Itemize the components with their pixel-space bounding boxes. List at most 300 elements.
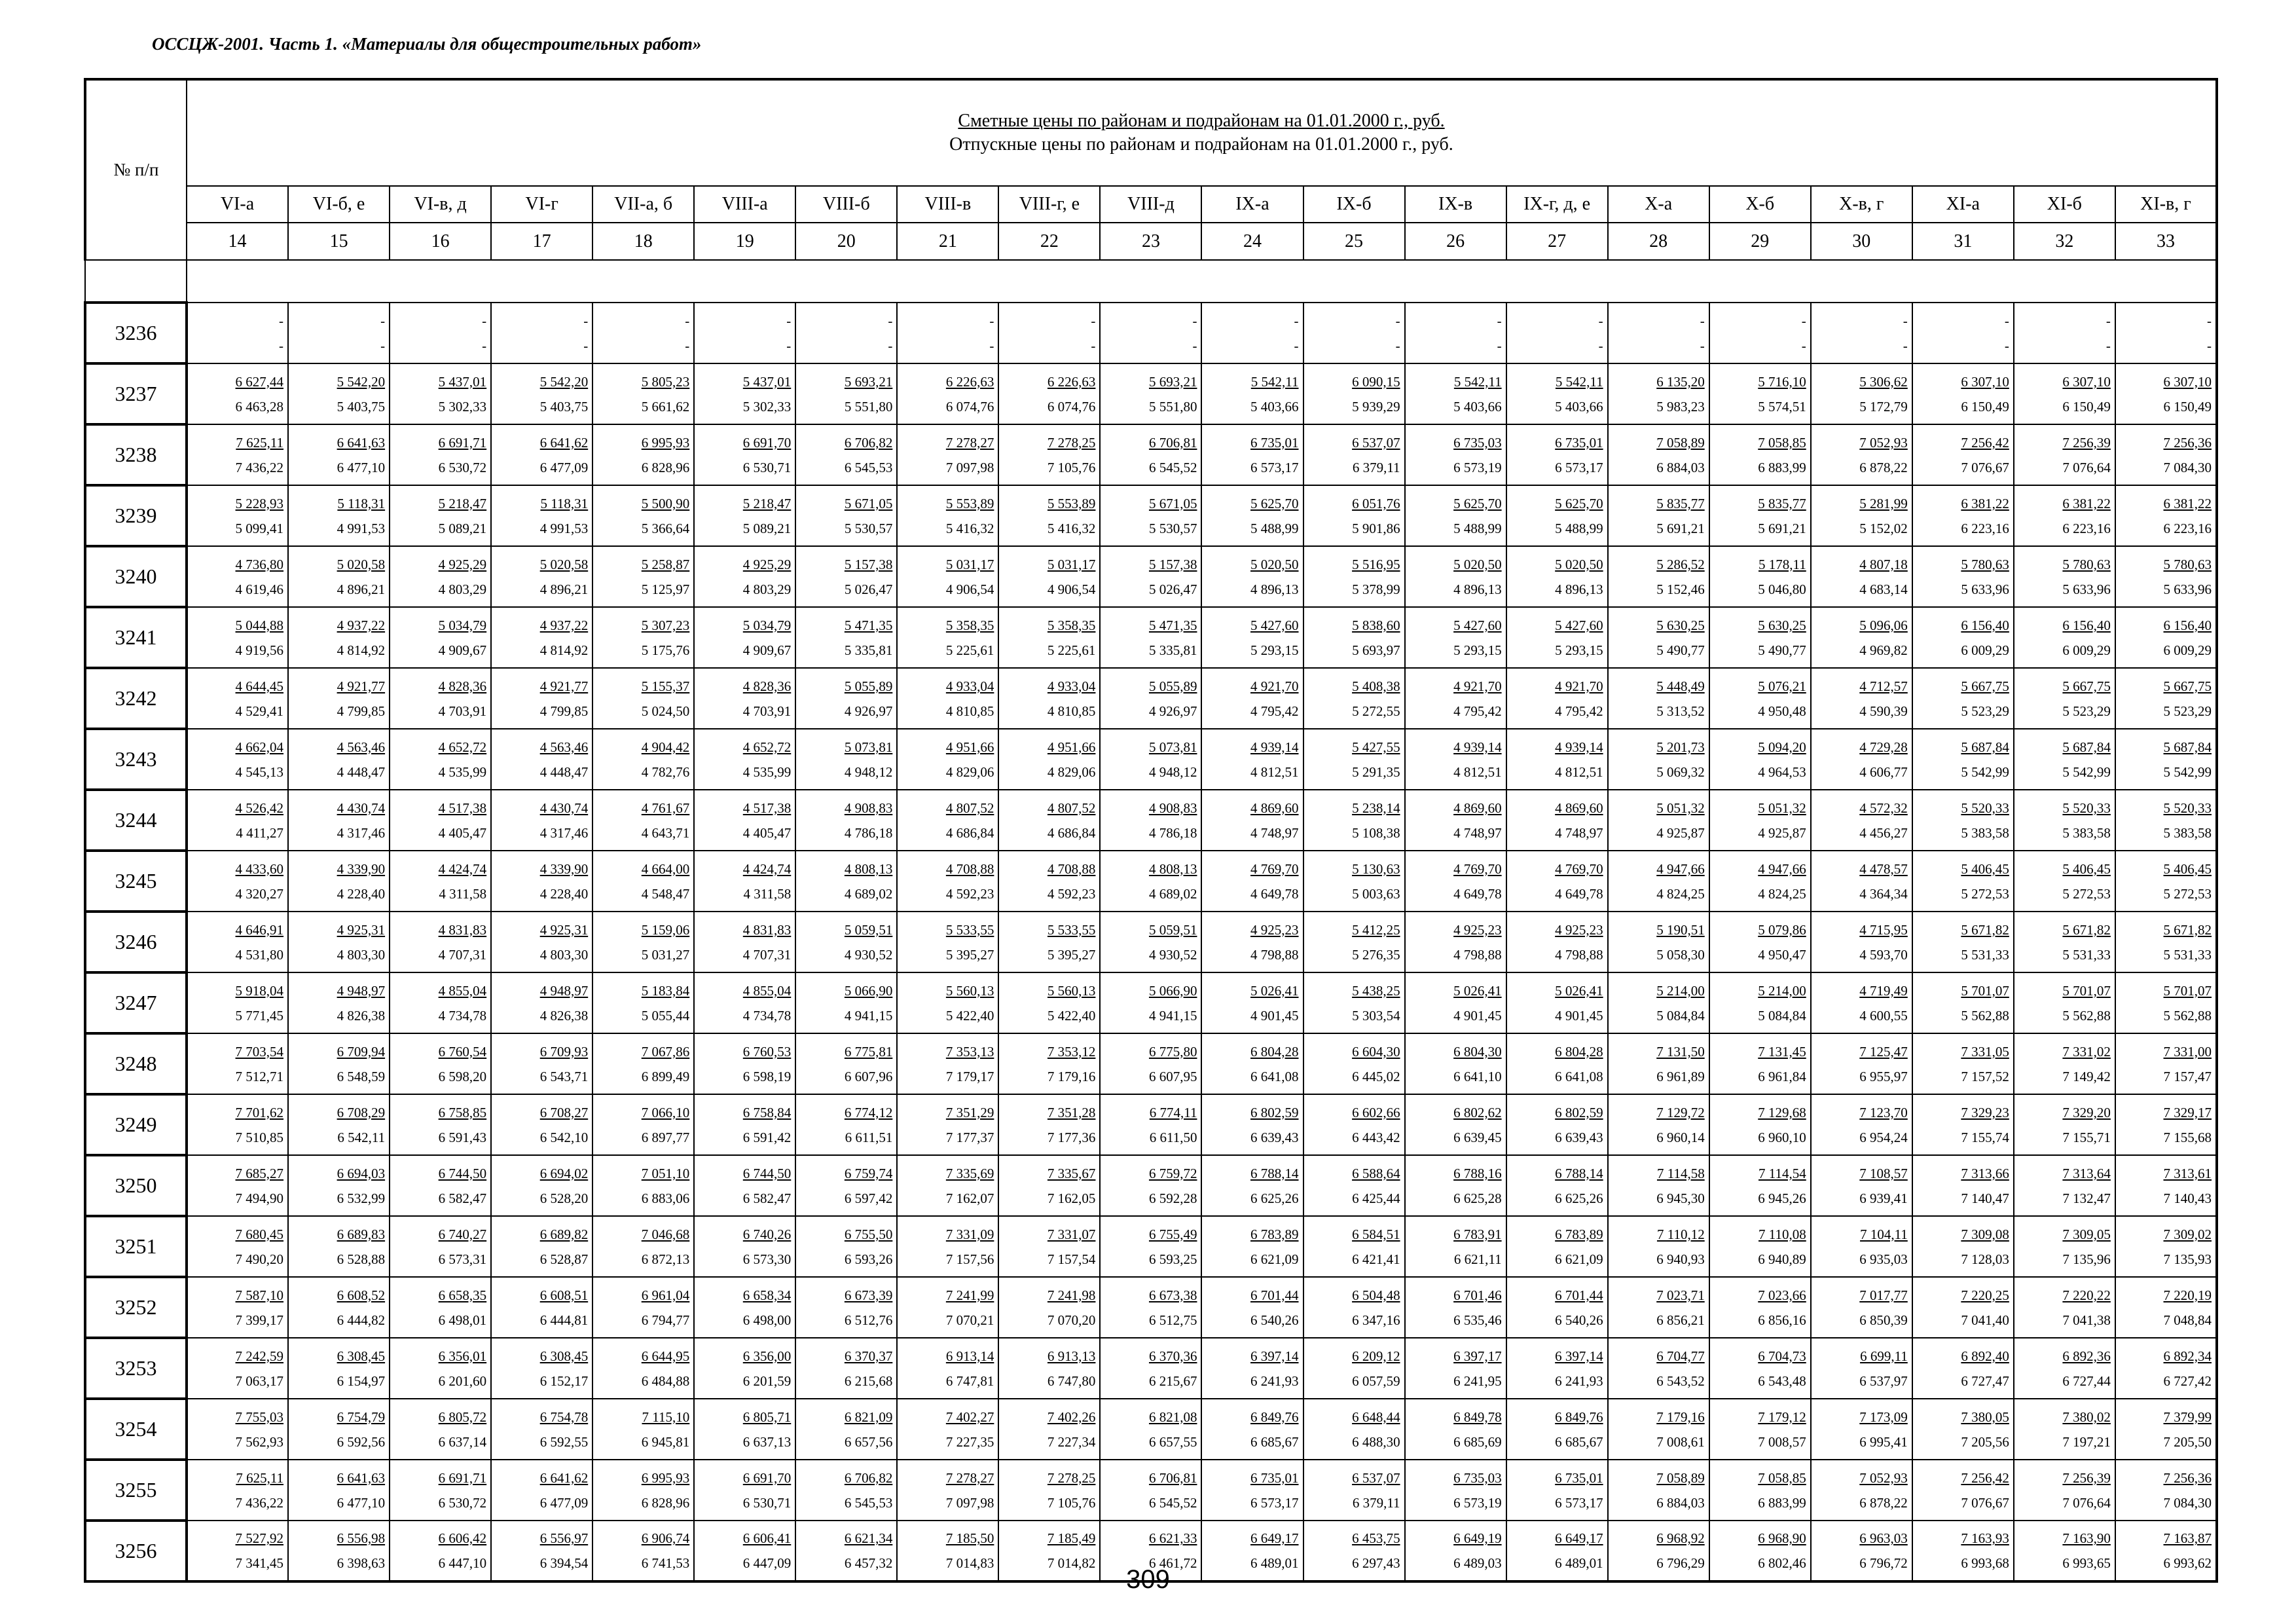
price-cell (491, 851, 592, 912)
selling-price: 6 955,97 (1859, 1068, 1908, 1084)
price-cell (1506, 912, 1608, 972)
price-cell (694, 790, 795, 851)
selling-price: 6 150,49 (2062, 398, 2111, 415)
price-cell (592, 1277, 694, 1338)
price-cell (592, 912, 694, 972)
estimated-price: 7 185,49 (1047, 1530, 1096, 1546)
estimated-price: 6 740,27 (438, 1226, 487, 1242)
estimated-price: 5 238,14 (1352, 800, 1400, 816)
estimated-price: 5 918,04 (235, 982, 284, 999)
estimated-price: 6 156,40 (2163, 617, 2212, 633)
price-cell (1912, 485, 2014, 546)
column-number: 20 (795, 223, 897, 260)
selling-price: 5 302,33 (742, 398, 792, 415)
selling-price: 6 621,09 (1555, 1251, 1603, 1267)
selling-price: 6 573,17 (1555, 1494, 1603, 1511)
selling-price: 6 637,14 (438, 1433, 487, 1450)
price-cell (491, 668, 592, 729)
price-cell (1405, 851, 1506, 912)
price-cell (1405, 1460, 1506, 1521)
region-header: IX-в (1405, 186, 1506, 223)
estimated-price: 7 625,11 (236, 1469, 284, 1486)
selling-price: 6 872,13 (641, 1251, 690, 1267)
selling-price: 6 685,67 (1250, 1433, 1299, 1450)
price-cell (390, 790, 491, 851)
estimated-price: 5 687,84 (2062, 739, 2111, 755)
selling-price: 4 948,12 (1148, 764, 1197, 780)
price-cell (795, 1399, 897, 1460)
row-number: 3239 (85, 485, 187, 546)
selling-price: 6 945,30 (1656, 1190, 1705, 1206)
selling-price: 7 070,20 (1047, 1312, 1096, 1328)
price-cell (694, 1216, 795, 1277)
price-cell (288, 1155, 390, 1216)
estimated-price: 6 706,81 (1148, 434, 1197, 451)
estimated-price: 6 370,36 (1148, 1348, 1197, 1364)
price-cell (795, 485, 897, 546)
price-cell (390, 1155, 491, 1216)
estimated-price: 5 533,55 (1047, 921, 1096, 938)
price-cell (1608, 1338, 1709, 1399)
price-cell (1303, 1155, 1405, 1216)
price-cell (187, 912, 288, 972)
price-cell (1405, 1033, 1506, 1094)
selling-price: 5 335,81 (844, 642, 893, 658)
estimated-price: 5 218,47 (438, 495, 487, 511)
column-number: 30 (1811, 223, 1912, 260)
selling-price: 7 436,22 (235, 1494, 284, 1511)
price-cell (795, 1216, 897, 1277)
estimated-price: 7 114,54 (1758, 1165, 1806, 1181)
price-cell (1912, 1277, 2014, 1338)
price-cell (998, 668, 1100, 729)
price-cell (288, 1033, 390, 1094)
estimated-price: 6 849,76 (1250, 1409, 1299, 1425)
estimated-price: 5 701,07 (1961, 982, 2009, 999)
estimated-price: 6 627,44 (235, 373, 284, 390)
selling-price: 7 177,36 (1047, 1129, 1096, 1145)
price-cell (795, 1277, 897, 1338)
selling-price: 5 302,33 (438, 398, 487, 415)
price-cell (1709, 485, 1811, 546)
price-cell (390, 607, 491, 668)
price-cell (1100, 485, 1201, 546)
column-number: 19 (694, 223, 795, 260)
selling-price: 4 906,54 (945, 581, 994, 597)
selling-price: 5 084,84 (1758, 1007, 1806, 1024)
selling-price: 6 727,47 (1961, 1373, 2009, 1389)
price-cell (1506, 1216, 1608, 1277)
price-cell (390, 1399, 491, 1460)
price-cell (1912, 546, 2014, 607)
selling-price: 6 592,56 (337, 1433, 386, 1450)
selling-price: 5 031,27 (641, 946, 690, 963)
price-cell (1608, 972, 1709, 1033)
column-number: 14 (187, 223, 288, 260)
selling-price: 4 901,45 (1250, 1007, 1299, 1024)
price-cell (2014, 607, 2115, 668)
price-cell (491, 1460, 592, 1521)
estimated-price: 5 427,60 (1453, 617, 1502, 633)
estimated-price: 7 353,12 (1047, 1043, 1096, 1060)
price-cell (187, 1033, 288, 1094)
selling-price: 6 593,26 (844, 1251, 893, 1267)
selling-price: 4 829,06 (1047, 764, 1096, 780)
estimated-price: 6 759,74 (844, 1165, 893, 1181)
selling-price: - (685, 337, 690, 354)
estimated-price: 5 073,81 (1148, 739, 1197, 755)
price-cell (592, 1033, 694, 1094)
estimated-price: 5 051,32 (1758, 800, 1806, 816)
selling-price: 7 076,64 (2062, 459, 2111, 475)
price-cell (897, 729, 998, 790)
estimated-price: 4 855,04 (438, 982, 487, 999)
price-cell (795, 912, 897, 972)
selling-price: 6 802,46 (1758, 1555, 1806, 1571)
column-number-row (85, 223, 2217, 260)
price-cell (1608, 668, 1709, 729)
selling-price: 5 383,58 (2062, 824, 2111, 841)
price-cell (1709, 546, 1811, 607)
selling-price: 5 901,86 (1352, 520, 1400, 536)
estimated-price: 4 925,23 (1250, 921, 1299, 938)
estimated-price: 4 939,14 (1250, 739, 1299, 755)
price-cell (998, 972, 1100, 1033)
price-cell (795, 607, 897, 668)
estimated-price: 4 517,38 (438, 800, 487, 816)
selling-price: 6 009,29 (2163, 642, 2212, 658)
selling-price: 4 798,88 (1250, 946, 1299, 963)
price-cell (2014, 1277, 2115, 1338)
price-cell (998, 851, 1100, 912)
selling-price: 4 824,25 (1758, 885, 1806, 902)
blank-row (85, 260, 2217, 303)
price-cell (187, 1460, 288, 1521)
selling-price: 4 531,80 (235, 946, 284, 963)
estimated-price: 7 241,98 (1047, 1287, 1096, 1303)
selling-price: 5 089,21 (742, 520, 792, 536)
price-cell (1709, 1155, 1811, 1216)
estimated-price: 7 380,05 (1961, 1409, 2009, 1425)
region-header: IX-г, д, е (1506, 186, 1608, 223)
selling-price: 5 542,99 (1961, 764, 2009, 780)
price-cell (288, 729, 390, 790)
estimated-price: 5 560,13 (1047, 982, 1096, 999)
selling-price: 4 814,92 (337, 642, 386, 658)
selling-price: 6 545,52 (1148, 459, 1197, 475)
estimated-price: 7 680,45 (235, 1226, 284, 1242)
estimated-price: 6 370,37 (844, 1348, 893, 1364)
selling-price: 4 535,99 (742, 764, 792, 780)
selling-price: 6 939,41 (1859, 1190, 1908, 1206)
selling-price: 6 530,71 (742, 459, 792, 475)
table-row (85, 485, 2217, 546)
price-cell (2014, 972, 2115, 1033)
estimated-price: 4 769,70 (1453, 860, 1502, 877)
price-cell (694, 1399, 795, 1460)
estimated-price: 7 313,61 (2163, 1165, 2212, 1181)
selling-price: 6 582,47 (438, 1190, 487, 1206)
selling-price: 4 803,30 (337, 946, 386, 963)
selling-price: 4 734,78 (438, 1007, 487, 1024)
price-cell (998, 485, 1100, 546)
estimated-price: 6 356,01 (438, 1348, 487, 1364)
price-table-body (85, 79, 2217, 1581)
price-cell (795, 1460, 897, 1521)
price-cell (1912, 303, 2014, 363)
selling-price: 6 639,43 (1555, 1129, 1603, 1145)
price-cell (998, 1460, 1100, 1521)
price-cell (2115, 485, 2217, 546)
selling-price: 6 425,44 (1352, 1190, 1400, 1206)
selling-price: 4 969,82 (1859, 642, 1908, 658)
selling-price: 6 241,93 (1555, 1373, 1603, 1389)
estimated-price: 6 658,34 (742, 1287, 792, 1303)
price-cell (1100, 912, 1201, 972)
selling-price: 6 993,68 (1961, 1555, 2009, 1571)
estimated-price: 5 118,31 (337, 495, 386, 511)
selling-price: 4 320,27 (235, 885, 284, 902)
selling-price: 6 796,29 (1656, 1555, 1705, 1571)
price-cell (2115, 1277, 2217, 1338)
selling-price: 4 545,13 (235, 764, 284, 780)
estimated-price: 4 869,60 (1453, 800, 1502, 816)
estimated-price: 4 921,70 (1453, 678, 1502, 694)
estimated-price: - (380, 312, 386, 329)
selling-price: 6 878,22 (1859, 1494, 1908, 1511)
selling-price: 6 828,96 (641, 459, 690, 475)
price-cell (694, 729, 795, 790)
selling-price: 5 422,40 (1047, 1007, 1096, 1024)
estimated-price: 5 780,63 (2062, 556, 2111, 572)
estimated-price: 6 708,29 (337, 1104, 386, 1120)
selling-price: 7 135,96 (2062, 1251, 2111, 1267)
selling-price: 4 812,51 (1250, 764, 1299, 780)
estimated-price: - (1294, 312, 1299, 329)
selling-price: 7 205,50 (2163, 1433, 2212, 1450)
price-cell (592, 607, 694, 668)
estimated-price: - (1598, 312, 1603, 329)
estimated-price: 4 933,04 (945, 678, 994, 694)
price-cell (897, 485, 998, 546)
price-cell (491, 1338, 592, 1399)
price-cell (592, 424, 694, 485)
estimated-price: 6 740,26 (742, 1226, 792, 1242)
price-cell (187, 363, 288, 424)
price-cell (1608, 1399, 1709, 1460)
estimated-price: 7 309,02 (2163, 1226, 2212, 1242)
selling-price: 6 884,03 (1656, 1494, 1705, 1511)
selling-price: 5 530,57 (1148, 520, 1197, 536)
price-cell (1201, 424, 1303, 485)
table-title (187, 79, 2217, 186)
estimated-price: 6 604,30 (1352, 1043, 1400, 1060)
selling-price: 4 689,02 (844, 885, 893, 902)
price-cell (390, 1094, 491, 1155)
region-header: VI-б, е (288, 186, 390, 223)
price-cell (1405, 1399, 1506, 1460)
estimated-price: 4 925,29 (438, 556, 487, 572)
selling-price: 6 488,30 (1352, 1433, 1400, 1450)
selling-price: 4 824,25 (1656, 885, 1705, 902)
price-cell (187, 546, 288, 607)
price-cell (1405, 424, 1506, 485)
estimated-price: 4 831,83 (438, 921, 487, 938)
price-cell (694, 1338, 795, 1399)
selling-price: 6 625,26 (1250, 1190, 1299, 1206)
selling-price: 4 926,97 (844, 703, 893, 719)
selling-price: 6 512,75 (1148, 1312, 1197, 1328)
price-cell (694, 1277, 795, 1338)
selling-price: 4 590,39 (1859, 703, 1908, 719)
price-cell (795, 668, 897, 729)
price-cell (1303, 729, 1405, 790)
estimated-price: 5 044,88 (235, 617, 284, 633)
selling-price: 6 545,53 (844, 459, 893, 475)
selling-price: 7 149,42 (2062, 1068, 2111, 1084)
row-number: 3254 (85, 1399, 187, 1460)
estimated-price: 7 163,93 (1961, 1530, 2009, 1546)
selling-price: - (380, 337, 386, 354)
selling-price: 5 069,32 (1656, 764, 1705, 780)
estimated-price: 6 051,76 (1352, 495, 1400, 511)
price-cell (2115, 1216, 2217, 1277)
row-number: 3255 (85, 1460, 187, 1521)
table-row (85, 1460, 2217, 1521)
estimated-price: 5 427,55 (1352, 739, 1400, 755)
estimated-price: 4 937,22 (337, 617, 386, 633)
estimated-price: - (2105, 312, 2111, 329)
selling-price: 4 548,47 (641, 885, 690, 902)
estimated-price: 6 995,93 (641, 434, 690, 451)
selling-price: 7 205,56 (1961, 1433, 2009, 1450)
estimated-price: 6 709,93 (539, 1043, 589, 1060)
table-row (85, 303, 2217, 363)
estimated-price: 6 648,44 (1352, 1409, 1400, 1425)
price-cell (1608, 912, 1709, 972)
column-number: 21 (897, 223, 998, 260)
title-line-selling: Отпускные цены по районам и подрайонам на 01.01.2000 г., руб. (949, 134, 1453, 155)
price-cell (2014, 1338, 2115, 1399)
price-cell (187, 972, 288, 1033)
estimated-price: 6 658,35 (438, 1287, 487, 1303)
estimated-price: 6 641,63 (337, 1469, 386, 1486)
estimated-price: 7 058,85 (1758, 1469, 1806, 1486)
estimated-price: 6 694,03 (337, 1165, 386, 1181)
price-cell (2014, 485, 2115, 546)
selling-price: 6 241,95 (1453, 1373, 1502, 1389)
selling-price: 5 693,97 (1352, 642, 1400, 658)
estimated-price: 7 587,10 (235, 1287, 284, 1303)
estimated-price: 6 704,73 (1758, 1348, 1806, 1364)
estimated-price: 7 058,85 (1758, 434, 1806, 451)
selling-price: 6 993,65 (2062, 1555, 2111, 1571)
selling-price: 6 960,10 (1758, 1129, 1806, 1145)
price-cell (1100, 729, 1201, 790)
selling-price: 4 649,78 (1250, 885, 1299, 902)
estimated-price: 5 448,49 (1656, 678, 1705, 694)
column-number: 29 (1709, 223, 1811, 260)
estimated-price: 7 052,93 (1859, 434, 1908, 451)
estimated-price: 7 701,62 (235, 1104, 284, 1120)
estimated-price: 6 804,28 (1555, 1043, 1603, 1060)
estimated-price: 5 671,05 (844, 495, 893, 511)
estimated-price: 6 963,03 (1859, 1530, 1908, 1546)
price-cell (1608, 729, 1709, 790)
selling-price: 7 510,85 (235, 1129, 284, 1145)
estimated-price: 7 256,36 (2163, 434, 2212, 451)
price-cell (1303, 303, 1405, 363)
selling-price: 6 607,96 (844, 1068, 893, 1084)
estimated-price: 6 995,93 (641, 1469, 690, 1486)
selling-price: 7 070,21 (945, 1312, 994, 1328)
estimated-price: 5 020,50 (1250, 556, 1299, 572)
estimated-price: 6 754,79 (337, 1409, 386, 1425)
estimated-price: - (2004, 312, 2009, 329)
selling-price: 4 311,58 (743, 885, 792, 902)
table-row (85, 1033, 2217, 1094)
selling-price: 6 447,09 (742, 1555, 792, 1571)
selling-price: 7 162,05 (1047, 1190, 1096, 1206)
price-cell (1100, 424, 1201, 485)
price-cell (1811, 1399, 1912, 1460)
estimated-price: 4 948,97 (337, 982, 386, 999)
price-cell (1405, 303, 1506, 363)
estimated-price: 7 104,11 (1860, 1226, 1908, 1242)
estimated-price: 4 761,67 (641, 800, 690, 816)
price-cell (187, 1399, 288, 1460)
price-cell (1201, 1399, 1303, 1460)
selling-price: 7 105,76 (1047, 1494, 1096, 1511)
price-cell (1303, 851, 1405, 912)
selling-price: 4 930,52 (1148, 946, 1197, 963)
estimated-price: 5 020,50 (1453, 556, 1502, 572)
selling-price: 7 076,67 (1961, 459, 2009, 475)
page-number: 309 (1126, 1565, 1170, 1594)
selling-price: 5 303,54 (1352, 1007, 1400, 1024)
estimated-price: 6 892,34 (2163, 1348, 2212, 1364)
estimated-price: 5 096,06 (1859, 617, 1908, 633)
price-cell (1912, 1460, 2014, 1521)
estimated-price: 6 735,01 (1250, 434, 1299, 451)
selling-price: 6 444,81 (539, 1312, 589, 1328)
price-cell (1811, 1216, 1912, 1277)
selling-price: 6 685,67 (1555, 1433, 1603, 1450)
column-number: 31 (1912, 223, 2014, 260)
selling-price: 4 364,34 (1859, 885, 1908, 902)
price-cell (2014, 1155, 2115, 1216)
selling-price: 4 896,13 (1555, 581, 1603, 597)
price-cell (2115, 851, 2217, 912)
selling-price: 5 026,47 (1148, 581, 1197, 597)
selling-price: 7 084,30 (2163, 1494, 2212, 1511)
estimated-price: 7 114,58 (1656, 1165, 1705, 1181)
price-cell (1201, 363, 1303, 424)
estimated-price: 5 157,38 (844, 556, 893, 572)
price-cell (1201, 729, 1303, 790)
selling-price: 6 828,96 (641, 1494, 690, 1511)
price-cell (1608, 1216, 1709, 1277)
estimated-price: 6 783,89 (1250, 1226, 1299, 1242)
price-cell (1811, 668, 1912, 729)
selling-price: 6 960,14 (1656, 1129, 1705, 1145)
region-header: IX-б (1303, 186, 1405, 223)
price-cell (1100, 1033, 1201, 1094)
estimated-price: 5 427,60 (1250, 617, 1299, 633)
selling-price: 7 157,47 (2163, 1068, 2212, 1084)
estimated-price: 5 020,58 (539, 556, 589, 572)
selling-price: 4 707,31 (742, 946, 792, 963)
